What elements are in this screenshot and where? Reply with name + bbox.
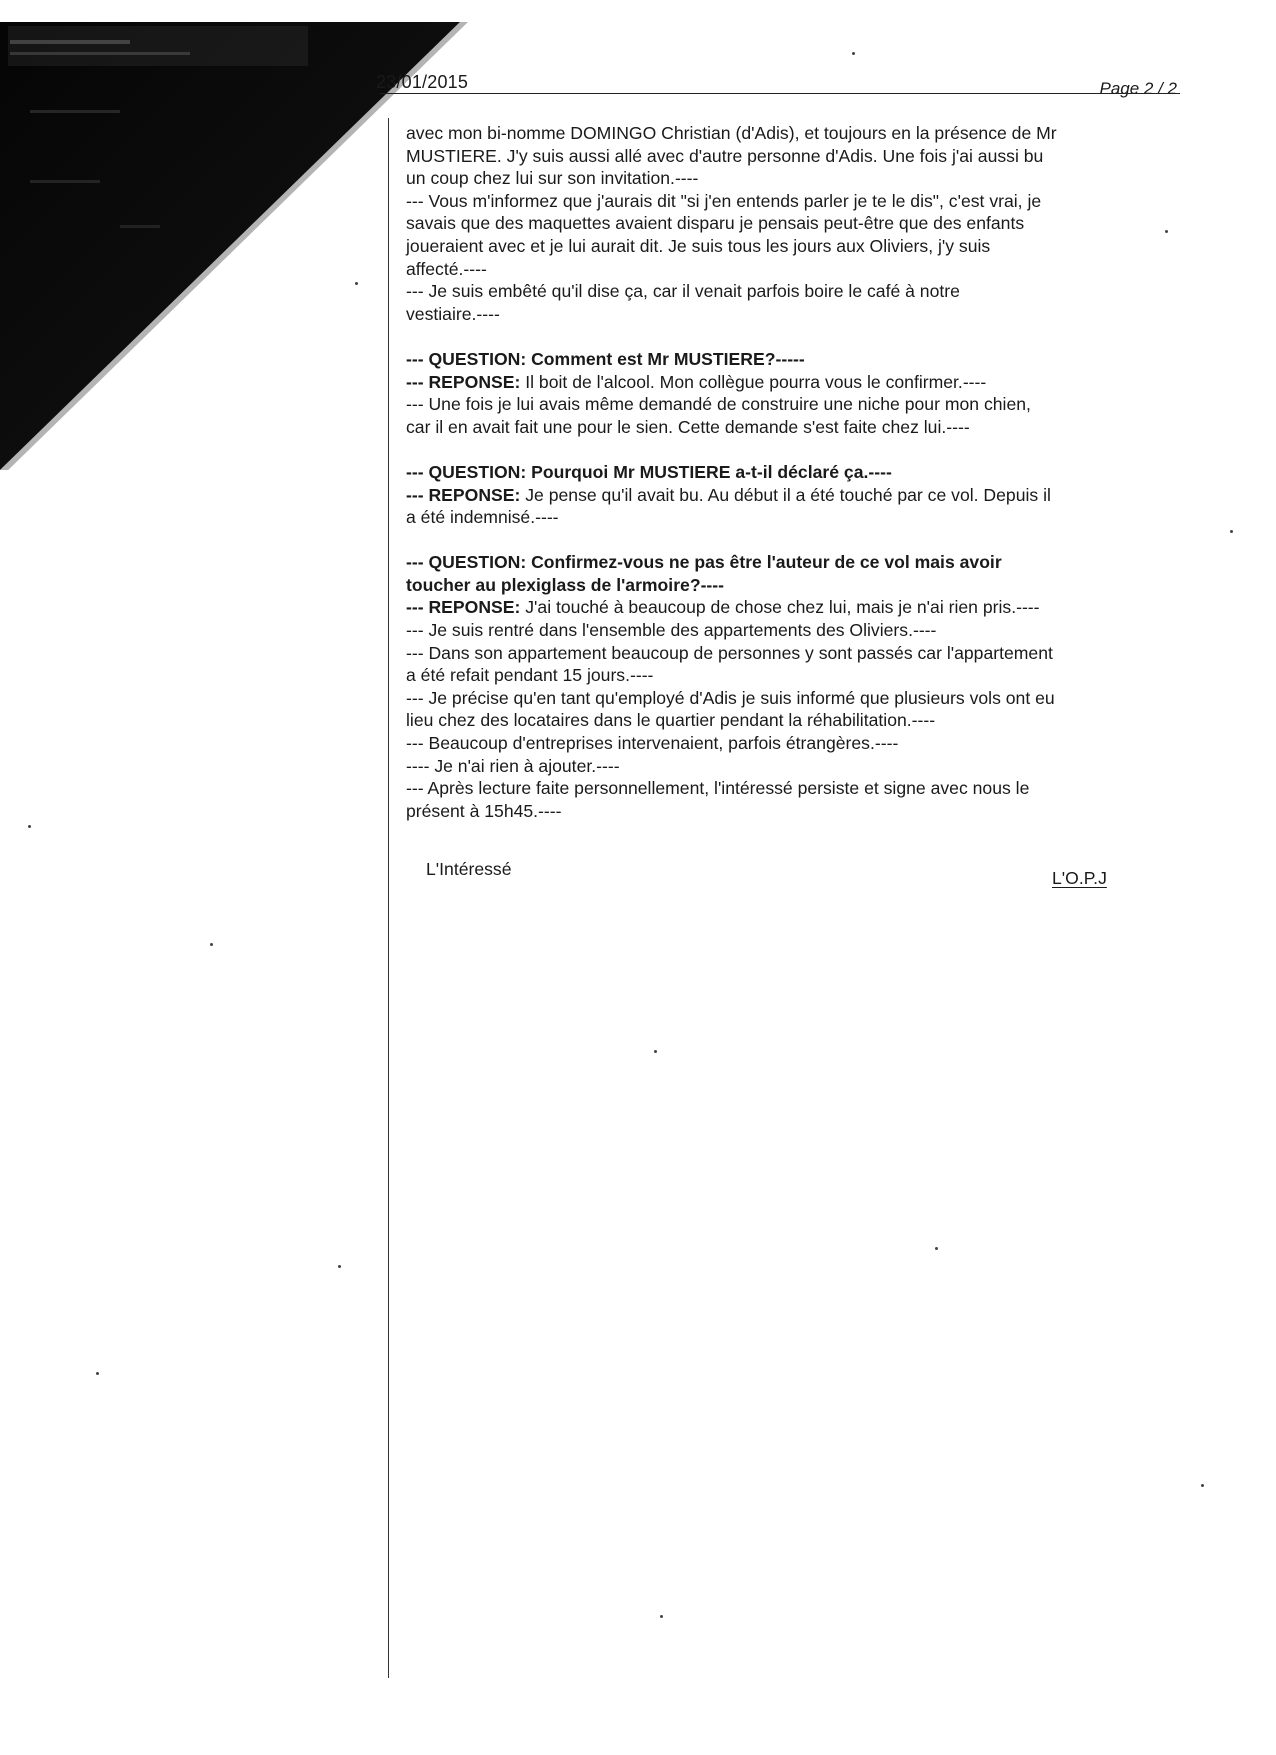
text-line (406, 506, 1176, 529)
line-text: affecté.---- (406, 258, 487, 279)
text-line (406, 190, 1176, 213)
bold-label: --- REPONSE: (406, 371, 526, 392)
text-line (406, 755, 1176, 778)
scan-speck (28, 825, 31, 828)
text-line (406, 258, 1176, 281)
scan-speck (852, 52, 855, 55)
scan-speck (1201, 1484, 1204, 1487)
text-line (406, 371, 1176, 394)
text-line (406, 348, 1176, 371)
line-text: car il en avait fait une pour le sien. Cette demande s'est faite chez lui.---- (406, 416, 970, 437)
line-text: --- Je suis embêté qu'il dise ça, car il venait parfois boire le café à notre (406, 281, 960, 302)
scan-speck (338, 1265, 341, 1268)
text-line (406, 777, 1176, 800)
line-text: présent à 15h45.---- (406, 800, 562, 821)
scan-shadow-corner (0, 0, 470, 470)
margin-rule (388, 118, 389, 1678)
text-line (406, 122, 1176, 145)
scan-speck (96, 1372, 99, 1375)
text-line (406, 145, 1176, 168)
text-line (406, 687, 1176, 710)
line-text: a été indemnisé.---- (406, 507, 559, 528)
line-text: --- Je suis rentré dans l'ensemble des appartements des Oliviers.---- (406, 620, 937, 641)
bold-label: --- REPONSE: (406, 484, 526, 505)
line-text: --- Une fois je lui avais même demandé de construire une niche pour mon chien, (406, 394, 1031, 415)
bold-label: toucher au plexiglass de l'armoire?---- (406, 574, 725, 595)
bold-label: --- REPONSE: (406, 597, 526, 618)
text-line (406, 484, 1176, 507)
scan-speck (210, 943, 213, 946)
header-page-number: Page 2 / 2 (1099, 79, 1177, 98)
line-text: --- Dans son appartement beaucoup de personnes y sont passés car l'appartement (406, 642, 1053, 663)
signature-interesse: L'Intéressé (426, 859, 512, 879)
scan-shadow-graphic (0, 0, 470, 470)
text-line (406, 732, 1176, 755)
scan-speck (935, 1247, 938, 1250)
line-text: MUSTIERE. J'y suis aussi allé avec d'autre personne d'Adis. Une fois j'ai aussi bu (406, 145, 1044, 166)
text-line (406, 393, 1176, 416)
scan-speck (1165, 230, 1168, 233)
bold-label: --- QUESTION: Pourquoi Mr MUSTIERE a-t-il déclaré ça.---- (406, 461, 892, 482)
scan-speck (654, 1050, 657, 1053)
paragraph-gap (406, 325, 1176, 348)
line-text: avec mon bi-nomme DOMINGO Christian (d'Adis), et toujours en la présence de Mr (406, 123, 1057, 143)
scan-speck (1230, 530, 1233, 533)
text-line (406, 642, 1176, 665)
line-text: vestiaire.---- (406, 303, 500, 324)
text-line (406, 461, 1176, 484)
text-line (406, 800, 1176, 823)
text-line (406, 212, 1176, 235)
text-line (406, 664, 1176, 687)
line-text: Je pense qu'il avait bu. Au début il a été touché par ce vol. Depuis il (525, 484, 1051, 505)
line-text: joueraient avec et je lui aurait dit. Je suis tous les jours aux Oliviers, j'y suis (406, 235, 991, 256)
bold-label: --- QUESTION: Comment est Mr MUSTIERE?----- (406, 348, 805, 369)
text-line (406, 416, 1176, 439)
text-line (406, 596, 1176, 619)
header-rule (380, 93, 1180, 94)
line-text: ---- Je n'ai rien à ajouter.---- (406, 755, 620, 776)
line-text: J'ai touché à beaucoup de chose chez lui, mais je n'ai rien pris.---- (525, 597, 1040, 618)
line-text: un coup chez lui sur son invitation.---- (406, 168, 699, 189)
line-text: --- Après lecture faite personnellement, l'intéressé persiste et signe avec nous le (406, 778, 1030, 799)
text-line (406, 303, 1176, 326)
text-line (406, 551, 1176, 574)
statement-text (406, 122, 1176, 822)
line-text: Il boit de l'alcool. Mon collègue pourra vous le confirmer.---- (525, 371, 987, 392)
bold-label: --- QUESTION: Confirmez-vous ne pas être l'auteur de ce vol mais avoir (406, 552, 1002, 573)
text-line (406, 574, 1176, 597)
text-line (406, 167, 1176, 190)
line-text: --- Vous m'informez que j'aurais dit "si j'en entends parler je te le dis", c'est vrai, je (406, 190, 1042, 211)
text-line (406, 619, 1176, 642)
scan-speck (660, 1615, 663, 1618)
line-text: a été refait pendant 15 jours.---- (406, 665, 654, 686)
line-text: lieu chez des locataires dans le quartier pendant la réhabilitation.---- (406, 710, 936, 731)
paragraph-gap (406, 529, 1176, 552)
header-date: 23/01/2015 (376, 72, 469, 92)
paragraph-gap (406, 438, 1176, 461)
scan-speck (355, 282, 358, 285)
line-text: --- Beaucoup d'entreprises intervenaient, parfois étrangères.---- (406, 733, 899, 754)
text-line (406, 280, 1176, 303)
text-line (406, 709, 1176, 732)
signature-opj: L'O.P.J (1052, 868, 1107, 888)
line-text: --- Je précise qu'en tant qu'employé d'Adis je suis informé que plusieurs vols ont eu (406, 687, 1055, 708)
line-text: savais que des maquettes avaient disparu je pensais peut-être que des enfants (406, 213, 1025, 234)
text-line (406, 235, 1176, 258)
